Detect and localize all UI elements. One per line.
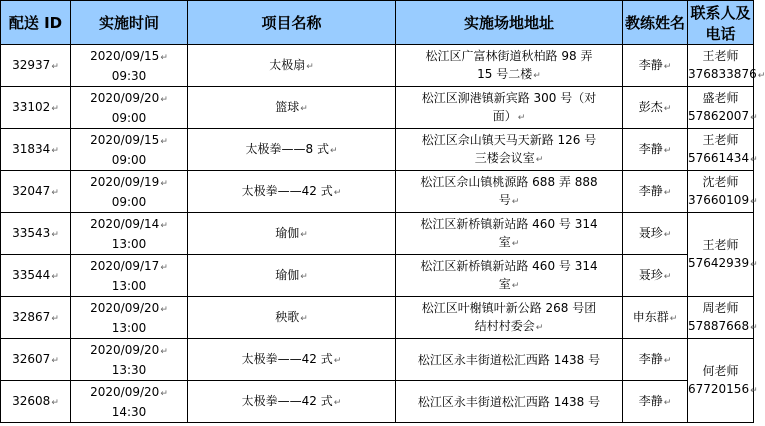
cell-contact <box>688 129 758 171</box>
coach-value-text: 李静 <box>638 57 663 72</box>
coach-value <box>623 182 687 202</box>
address-block <box>396 393 622 411</box>
id-value-text: 33544 <box>12 267 51 282</box>
contact-phone <box>688 380 758 400</box>
cell-coach <box>623 213 688 255</box>
coach-value-text: 李静 <box>638 183 663 198</box>
cell-contact <box>688 87 758 129</box>
date-value-text: 2020/09/14 <box>90 216 160 231</box>
address-block <box>396 131 622 169</box>
contact-name: 盛老师 <box>702 90 739 105</box>
address-line-2 <box>400 149 618 169</box>
cell-project <box>188 129 396 171</box>
address-line-2 <box>400 65 618 85</box>
date-value-text: 2020/09/20 <box>90 384 160 399</box>
contact-name: 王老师 <box>702 237 739 252</box>
return-mark-icon: ↵ <box>757 70 765 81</box>
coach-value-text: 李静 <box>638 393 663 408</box>
return-mark-icon: ↵ <box>750 196 758 207</box>
time-value: 09:30 <box>111 68 147 83</box>
cell-time <box>71 87 188 129</box>
id-value-text: 32047 <box>12 183 51 198</box>
time-value: 13:00 <box>111 320 147 335</box>
table-row <box>1 213 754 255</box>
coach-value-text: 彭杰 <box>638 99 663 114</box>
address-block <box>396 351 622 369</box>
return-mark-icon: ↵ <box>663 187 672 198</box>
cell-address <box>396 297 623 339</box>
time-value: 09:00 <box>111 110 147 125</box>
return-mark-icon: ↵ <box>160 178 168 189</box>
cell-coach <box>623 255 688 297</box>
project-value-text: 太极拳——42 式 <box>241 393 333 408</box>
table-row <box>1 381 754 423</box>
return-mark-icon: ↵ <box>51 145 59 156</box>
cell-coach <box>623 297 688 339</box>
return-mark-icon: ↵ <box>300 313 308 324</box>
date-value <box>71 173 187 193</box>
project-value <box>188 182 395 202</box>
address-line-2 <box>400 107 618 127</box>
id-value <box>1 98 70 118</box>
table-row <box>1 45 754 87</box>
date-value-text: 2020/09/20 <box>90 342 160 357</box>
cell-address <box>396 381 623 423</box>
cell-id <box>1 87 71 129</box>
return-mark-icon: ↵ <box>750 259 758 270</box>
return-mark-icon: ↵ <box>306 61 314 72</box>
return-mark-icon: ↵ <box>300 229 308 240</box>
project-value-text: 篮球 <box>275 99 300 114</box>
coach-value-text: 李静 <box>638 351 663 366</box>
cell-id <box>1 213 71 255</box>
return-mark-icon: ↵ <box>333 187 342 198</box>
return-mark-icon: ↵ <box>663 397 672 408</box>
cell-coach <box>623 45 688 87</box>
return-mark-icon: ↵ <box>535 322 544 333</box>
address-block <box>396 299 622 337</box>
time-value: 13:30 <box>111 362 147 377</box>
time-value: 14:30 <box>111 404 147 419</box>
project-value <box>188 224 395 244</box>
project-value-text: 太极扇 <box>269 57 306 72</box>
coach-value <box>623 98 687 118</box>
return-mark-icon: ↵ <box>160 220 168 231</box>
address-block <box>396 89 622 127</box>
cell-coach <box>623 171 688 213</box>
project-value <box>188 140 395 160</box>
cell-address <box>396 171 623 213</box>
address-block <box>396 47 622 85</box>
contact-phone <box>688 317 758 337</box>
address-line-1: 松江区叶榭镇叶新公路 268 号团 <box>421 300 597 315</box>
cell-id <box>1 171 71 213</box>
return-mark-icon: ↵ <box>160 94 168 105</box>
cell-coach <box>623 87 688 129</box>
contact-phone-text: 57642939 <box>688 255 750 270</box>
address-line-2-text: 结村村委会 <box>474 318 535 333</box>
contact-phone <box>688 65 765 85</box>
return-mark-icon: ↵ <box>51 355 59 366</box>
cell-time <box>71 339 188 381</box>
cell-project <box>188 87 396 129</box>
date-value <box>71 47 187 67</box>
coach-value-text: 申东群 <box>632 309 669 324</box>
return-mark-icon: ↵ <box>160 262 168 273</box>
project-value <box>188 392 395 412</box>
time-value: 09:00 <box>111 152 147 167</box>
date-value-text: 2020/09/15 <box>90 132 160 147</box>
id-value <box>1 224 70 244</box>
cell-time <box>71 213 188 255</box>
return-mark-icon: ↵ <box>160 304 168 315</box>
date-value <box>71 131 187 151</box>
project-value <box>188 266 395 286</box>
id-value <box>1 392 70 412</box>
contact-name: 周老师 <box>702 300 739 315</box>
contact-phone-text: 37660109 <box>688 192 750 207</box>
coach-value-text: 李静 <box>638 141 663 156</box>
return-mark-icon: ↵ <box>663 61 672 72</box>
return-mark-icon: ↵ <box>663 271 672 282</box>
header-id: 配送 ID <box>1 1 71 45</box>
cell-id <box>1 129 71 171</box>
address-line-2-text: 室 <box>498 234 511 249</box>
return-mark-icon: ↵ <box>669 313 678 324</box>
cell-project <box>188 297 396 339</box>
project-value-text: 瑜伽 <box>275 267 300 282</box>
project-value-text: 太极拳——42 式 <box>241 183 333 198</box>
time-value: 13:00 <box>111 278 147 293</box>
return-mark-icon: ↵ <box>51 103 59 114</box>
return-mark-icon: ↵ <box>511 196 520 207</box>
return-mark-icon: ↵ <box>750 112 758 123</box>
time-value: 09:00 <box>111 194 147 209</box>
address-line-1: 松江区佘山镇桃源路 688 弄 888 <box>420 174 598 189</box>
cell-project <box>188 381 396 423</box>
address-line-2-text: 室 <box>498 276 511 291</box>
date-value <box>71 257 187 277</box>
address-line-2-text: 号 <box>498 192 511 207</box>
table-row <box>1 339 754 381</box>
return-mark-icon: ↵ <box>51 187 59 198</box>
return-mark-icon: ↵ <box>333 355 342 366</box>
header-row <box>1 1 754 45</box>
cell-project <box>188 171 396 213</box>
date-value-text: 2020/09/20 <box>90 300 160 315</box>
return-mark-icon: ↵ <box>160 52 168 63</box>
return-mark-icon: ↵ <box>160 136 168 147</box>
time-value: 13:00 <box>111 236 147 251</box>
cell-project <box>188 213 396 255</box>
address-line-2-text: 15 号二楼 <box>477 66 533 81</box>
address-line-1: 松江区佘山镇天马天新路 126 号 <box>421 132 597 147</box>
return-mark-icon: ↵ <box>300 103 308 114</box>
contact-phone <box>688 254 758 274</box>
cell-coach <box>623 129 688 171</box>
header-contact: 联系人及电话 <box>688 1 754 45</box>
cell-id <box>1 45 71 87</box>
return-mark-icon: ↵ <box>750 385 758 396</box>
address-line-2-text: 三楼会议室 <box>474 150 535 165</box>
id-value-text: 33102 <box>12 99 51 114</box>
address-line-2 <box>400 191 618 211</box>
header-project: 项目名称 <box>188 1 396 45</box>
cell-contact <box>688 171 758 213</box>
return-mark-icon: ↵ <box>51 313 59 324</box>
return-mark-icon: ↵ <box>300 271 308 282</box>
contact-phone <box>688 149 758 169</box>
coach-value <box>623 350 687 370</box>
contact-name: 何老师 <box>702 363 739 378</box>
cell-coach <box>623 381 688 423</box>
return-mark-icon: ↵ <box>160 388 168 399</box>
id-value <box>1 56 70 76</box>
cell-contact <box>688 45 765 87</box>
date-value-text: 2020/09/20 <box>90 90 160 105</box>
contact-phone <box>688 191 758 211</box>
cell-coach <box>623 339 688 381</box>
table-row <box>1 171 754 213</box>
cell-project <box>188 45 396 87</box>
return-mark-icon: ↵ <box>663 145 672 156</box>
coach-value <box>623 308 687 328</box>
return-mark-icon: ↵ <box>51 61 59 72</box>
return-mark-icon: ↵ <box>333 397 342 408</box>
table-row <box>1 297 754 339</box>
return-mark-icon: ↵ <box>511 238 520 249</box>
address-line-1: 松江区永丰街道松汇西路 1438 号 <box>417 352 601 367</box>
address-line-1: 松江区广富林街道秋柏路 98 弄 <box>425 48 593 63</box>
return-mark-icon: ↵ <box>535 154 544 165</box>
contact-phone-text: 376833876 <box>688 66 757 81</box>
coach-value <box>623 140 687 160</box>
header-time: 实施时间 <box>71 1 188 45</box>
cell-time <box>71 255 188 297</box>
cell-time <box>71 381 188 423</box>
coach-value <box>623 266 687 286</box>
address-line-1: 松江区永丰街道松汇西路 1438 号 <box>417 394 601 409</box>
return-mark-icon: ↵ <box>750 154 758 165</box>
cell-time <box>71 171 188 213</box>
project-value <box>188 56 395 76</box>
project-value-text: 秧歌 <box>275 309 300 324</box>
cell-contact-merged <box>688 339 758 423</box>
address-line-1: 松江区新桥镇新站路 460 号 314 <box>420 216 598 231</box>
id-value <box>1 140 70 160</box>
project-value-text: 太极拳——8 式 <box>245 141 329 156</box>
return-mark-icon: ↵ <box>51 229 59 240</box>
cell-id <box>1 297 71 339</box>
id-value <box>1 308 70 328</box>
address-line-2 <box>400 275 618 295</box>
address-block <box>396 257 622 295</box>
address-line-2 <box>400 233 618 253</box>
coach-value-text: 聂珍 <box>638 225 663 240</box>
cell-id <box>1 339 71 381</box>
id-value-text: 32867 <box>12 309 51 324</box>
project-value <box>188 308 395 328</box>
date-value <box>71 383 187 403</box>
cell-time <box>71 297 188 339</box>
cell-address <box>396 129 623 171</box>
contact-phone-text: 67720156 <box>688 381 750 396</box>
date-value-text: 2020/09/15 <box>90 48 160 63</box>
contact-name: 王老师 <box>702 132 739 147</box>
return-mark-icon: ↵ <box>51 271 59 282</box>
id-value-text: 32937 <box>12 57 51 72</box>
return-mark-icon: ↵ <box>329 145 338 156</box>
cell-address <box>396 87 623 129</box>
project-value <box>188 98 395 118</box>
header-address: 实施场地地址 <box>396 1 623 45</box>
return-mark-icon: ↵ <box>51 397 59 408</box>
date-value <box>71 215 187 235</box>
project-value-text: 瑜伽 <box>275 225 300 240</box>
cell-contact-merged <box>688 213 758 297</box>
coach-value-text: 聂珍 <box>638 267 663 282</box>
id-value <box>1 266 70 286</box>
address-block <box>396 215 622 253</box>
address-line-1: 松江区新桥镇新站路 460 号 314 <box>420 258 598 273</box>
address-line-2-text: 面） <box>492 108 517 123</box>
contact-phone-text: 57661434 <box>688 150 750 165</box>
coach-value <box>623 392 687 412</box>
cell-project <box>188 255 396 297</box>
contact-phone <box>688 107 758 127</box>
date-value <box>71 299 187 319</box>
contact-name: 王老师 <box>702 48 739 63</box>
cell-project <box>188 339 396 381</box>
table-row <box>1 255 754 297</box>
date-value <box>71 341 187 361</box>
return-mark-icon: ↵ <box>533 70 541 81</box>
contact-phone-text: 57887668 <box>688 318 750 333</box>
header-coach: 教练姓名 <box>623 1 688 45</box>
cell-id <box>1 255 71 297</box>
address-line-2 <box>400 317 618 337</box>
id-value-text: 33543 <box>12 225 51 240</box>
return-mark-icon: ↵ <box>160 346 168 357</box>
date-value <box>71 89 187 109</box>
return-mark-icon: ↵ <box>750 322 758 333</box>
return-mark-icon: ↵ <box>663 355 672 366</box>
cell-address <box>396 213 623 255</box>
cell-time <box>71 129 188 171</box>
table-row <box>1 87 754 129</box>
cell-address <box>396 255 623 297</box>
id-value <box>1 350 70 370</box>
cell-id <box>1 381 71 423</box>
table-row <box>1 129 754 171</box>
cell-address <box>396 339 623 381</box>
coach-value <box>623 224 687 244</box>
date-value-text: 2020/09/17 <box>90 258 160 273</box>
cell-contact <box>688 297 758 339</box>
project-value-text: 太极拳——42 式 <box>241 351 333 366</box>
return-mark-icon: ↵ <box>663 229 672 240</box>
id-value <box>1 182 70 202</box>
coach-value <box>623 56 687 76</box>
return-mark-icon: ↵ <box>517 112 526 123</box>
return-mark-icon: ↵ <box>663 103 672 114</box>
address-block <box>396 173 622 211</box>
project-value <box>188 350 395 370</box>
id-value-text: 31834 <box>12 141 51 156</box>
date-value-text: 2020/09/19 <box>90 174 160 189</box>
id-value-text: 32607 <box>12 351 51 366</box>
contact-phone-text: 57862007 <box>688 108 750 123</box>
contact-name: 沈老师 <box>702 174 739 189</box>
address-line-1: 松江区泖港镇新宾路 300 号（对 <box>421 90 597 105</box>
return-mark-icon: ↵ <box>511 280 520 291</box>
cell-time <box>71 45 188 87</box>
cell-address <box>396 45 623 87</box>
id-value-text: 32608 <box>12 393 51 408</box>
